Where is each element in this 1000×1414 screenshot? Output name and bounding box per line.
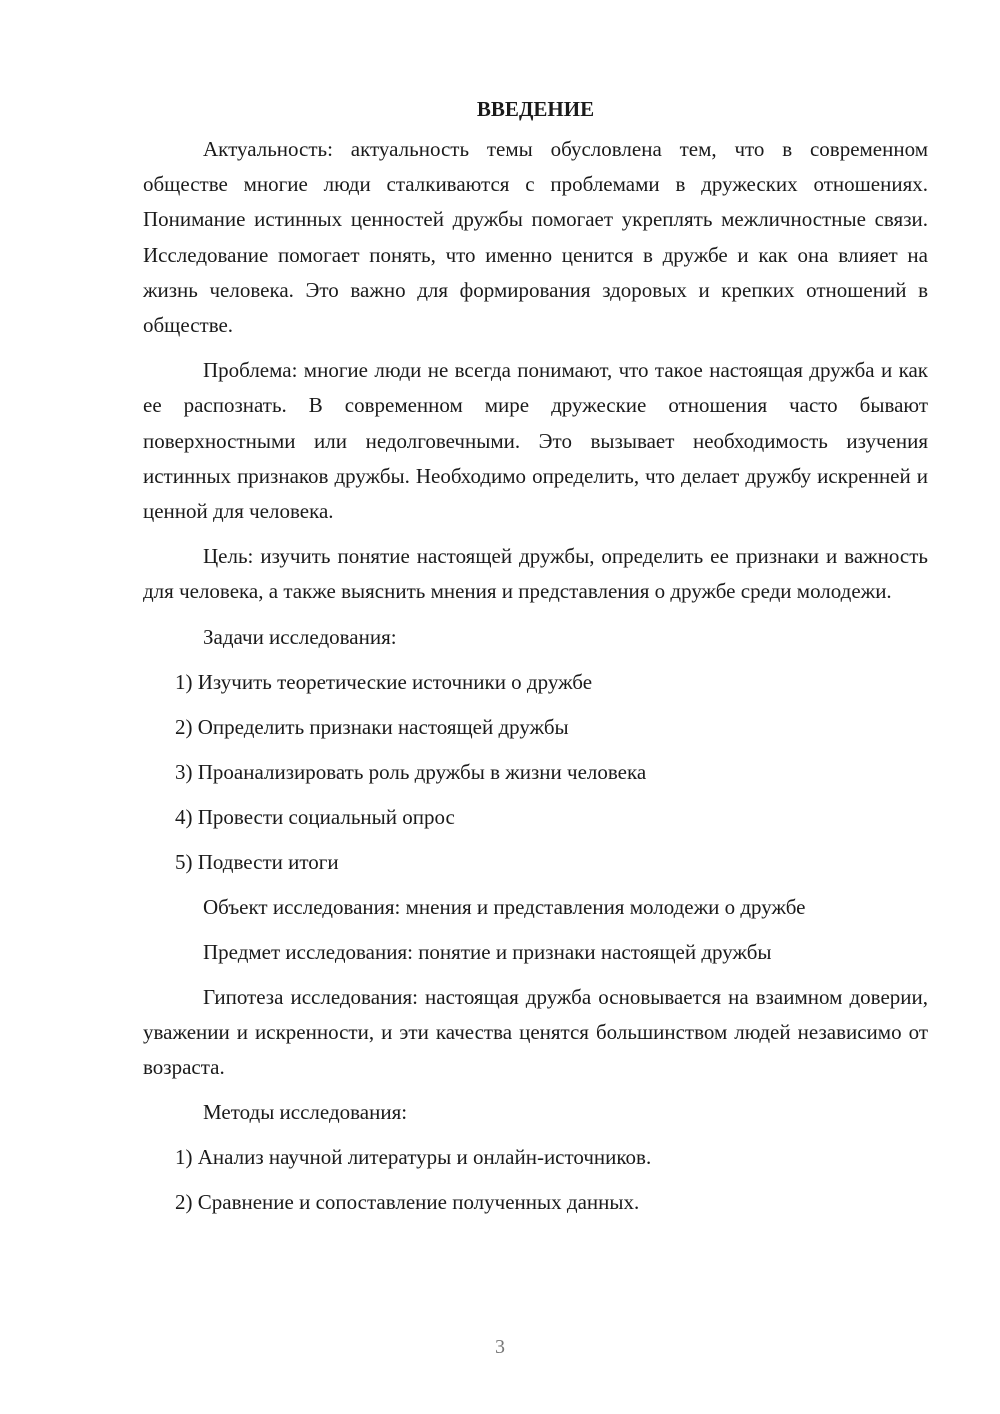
goal-paragraph: Цель: изучить понятие настоящей дружбы, определить ее признаки и важность для человека, а также выяснить мнения и представления о дружбе среди молодежи. (143, 544, 928, 604)
actuality-paragraph: Актуальность: актуальность темы обусловлена тем, что в современном обществе многие люди сталкиваются с проблемами в дружеских отношениях. Понимание истинных ценностей дружбы помогает укреплять межличностные связи. Исследование помогает понять, что именно ценится в дружбе и как она влияет на жизнь человека. Это важно для формирования здоровых и крепких отношений в обществе. (143, 137, 928, 338)
method-item: 1) Анализ научной литературы и онлайн-источников. (175, 1145, 652, 1170)
research-subject: Предмет исследования: понятие и признаки настоящей дружбы (203, 939, 772, 964)
task-item: 1) Изучить теоретические источники о дружбе (175, 669, 593, 694)
hypothesis-paragraph: Гипотеза исследования: настоящая дружба основывается на взаимном доверии, уважении и искренности, и эти качества ценятся большинством людей независимо от возраста. (143, 984, 928, 1080)
page-number: 3 (495, 1336, 505, 1358)
problem-paragraph: Проблема: многие люди не всегда понимают, что такое настоящая дружба и как ее распознать. В современном мире дружеские отношения часто бывают поверхностными или недолговечными. Это вызывает необходимость изучения истинных признаков дружбы. Необходимо определить, что делает дружбу искренней и ценной для человека. (143, 358, 928, 524)
document-page (143, 92, 928, 1230)
research-object: Объект исследования: мнения и представления молодежи о дружбе (203, 894, 806, 919)
task-item: 3) Проанализировать роль дружбы в жизни человека (175, 759, 647, 784)
section-title: ВВЕДЕНИЕ (476, 97, 595, 121)
method-item: 2) Сравнение и сопоставление полученных данных. (175, 1190, 640, 1215)
tasks-heading: Задачи исследования: (203, 624, 397, 649)
task-item: 5) Подвести итоги (175, 849, 339, 874)
task-item: 2) Определить признаки настоящей дружбы (175, 714, 569, 739)
methods-heading: Методы исследования: (203, 1100, 408, 1125)
task-item: 4) Провести социальный опрос (175, 804, 455, 829)
